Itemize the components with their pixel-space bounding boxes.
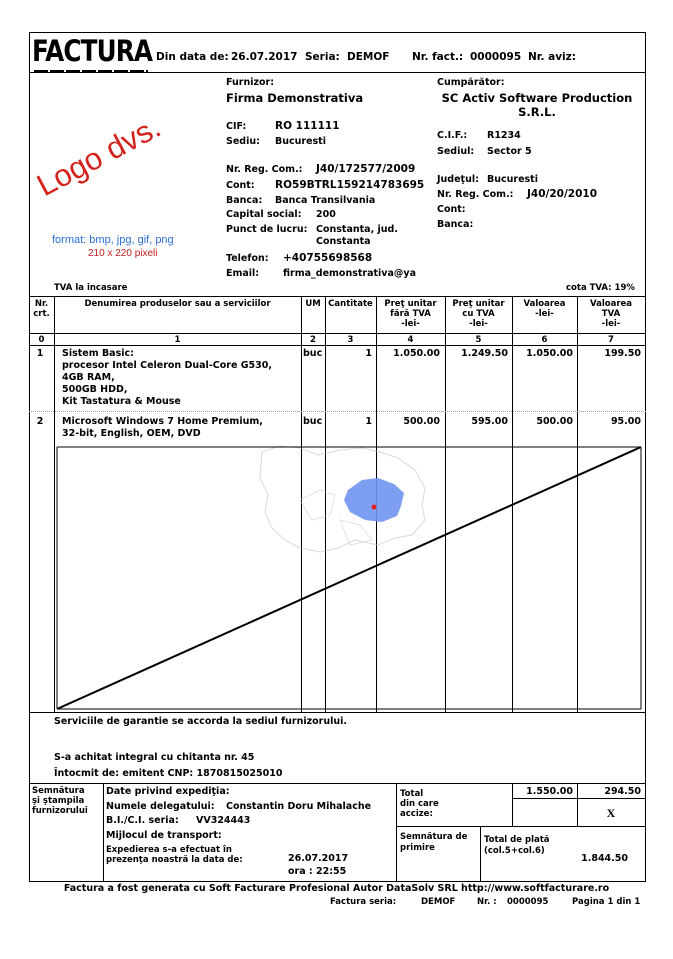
- id-value: VV324443: [196, 815, 251, 826]
- item-1-nr: 1: [36, 348, 44, 359]
- supplier-phone: +40755698568: [283, 252, 373, 264]
- notice-label: Nr. aviz:: [528, 51, 576, 63]
- receipt-signature-label: Semnătura de primire: [400, 832, 468, 853]
- supplier-workpoint-label: Punct de lucru:: [226, 224, 308, 235]
- logo-text: Logo dvs.: [31, 109, 167, 204]
- supplier-email: firma_demonstrativa@ya: [283, 268, 417, 279]
- item-1-price-vat: 1.249.50: [461, 348, 508, 359]
- footer-col-1: [103, 783, 104, 881]
- col-num-6: 6: [541, 335, 548, 345]
- buyer-heading: Cumpărător:: [437, 77, 505, 88]
- buyer-reg-label: Nr. Reg. Com.:: [437, 189, 514, 200]
- supplier-seat-label: Sediu:: [226, 136, 260, 147]
- buyer-name-line2: S.R.L.: [518, 105, 556, 119]
- series-label: Seria:: [305, 51, 340, 63]
- expedition-time: ora : 22:55: [288, 866, 347, 877]
- buyer-seat-label: Sediul:: [437, 146, 475, 157]
- supplier-email-label: Email:: [226, 268, 260, 279]
- delegate-label: Numele delegatului:: [106, 801, 215, 812]
- map-highlight-romania: [344, 478, 404, 522]
- col-header-price-no-vat: Preţ unitar fără TVA -lei-: [384, 299, 437, 329]
- buyer-cif-label: C.I.F.:: [437, 130, 468, 141]
- logo-size: 210 x 220 pixeli: [88, 248, 158, 259]
- col-header-vat-value: Valoarea TVA -lei-: [589, 299, 633, 329]
- empty-area-strike: [57, 447, 641, 709]
- col-num-2: 2: [310, 335, 316, 345]
- item-1-qty: 1: [365, 348, 372, 359]
- vat-on-collection: TVA la incasare: [54, 283, 128, 293]
- item-2-nr: 2: [36, 416, 44, 427]
- buyer-county: Bucuresti: [487, 174, 538, 185]
- item-1-vat-value: 199.50: [604, 348, 641, 359]
- supplier-cif-label: CIF:: [226, 121, 247, 132]
- buyer-bank-label: Banca:: [437, 219, 474, 230]
- item-2-price-vat: 595.00: [471, 416, 508, 427]
- col-header-value: Valoarea -lei-: [523, 299, 566, 319]
- vat-rate: cota TVA: 19%: [566, 283, 635, 293]
- supplier-reg-label: Nr. Reg. Com.:: [226, 164, 303, 175]
- col-header-um: UM: [305, 299, 321, 309]
- buyer-cif: R1234: [487, 130, 521, 141]
- transport-label: Mijlocul de transport:: [106, 830, 222, 841]
- item-1-um: buc: [303, 348, 323, 359]
- expedition-text: Expedierea s-a efectuat în prezenţa noastră la data de:: [106, 845, 243, 865]
- logo-format: format: bmp, jpg, gif, png: [52, 234, 174, 246]
- col-num-7: 7: [608, 335, 614, 345]
- date-label: Din data de:: [156, 51, 229, 63]
- item-2-qty: 1: [365, 416, 372, 427]
- col-num-1: 1: [174, 335, 181, 345]
- date-value: 26.07.2017: [231, 51, 298, 63]
- excise-mark: X: [606, 806, 616, 820]
- item-2-price-no-vat: 500.00: [403, 416, 440, 427]
- bottom-series: DEMOF: [421, 897, 456, 907]
- buyer-seat: Sector 5: [487, 146, 532, 157]
- footer-mid-rule: [396, 826, 646, 827]
- supplier-account: RO59BTRL159214783695: [275, 179, 425, 191]
- col-header-price-vat: Preţ unitar cu TVA -lei-: [452, 299, 505, 329]
- expedition-title: Date privind expediţia:: [106, 786, 230, 797]
- supplier-workpoint-line2: Constanta: [316, 236, 371, 247]
- supplier-bank: Banca Transilvania: [275, 195, 376, 206]
- map-marker: [372, 505, 377, 510]
- item-1-value: 1.050.00: [526, 348, 573, 359]
- col-num-5: 5: [475, 335, 482, 345]
- footer-top-rule: [29, 783, 646, 784]
- buyer-county-label: Judeţul:: [437, 174, 479, 185]
- page-indicator: Pagina 1 din 1: [572, 897, 641, 907]
- col-header-qty: Cantitate: [328, 299, 373, 309]
- generated-by: Factura a fost generata cu Soft Facturare Profesional Autor DataSolv SRL http://www.softfacturare.ro: [63, 883, 610, 894]
- supplier-workpoint-line1: Constanta, jud.: [316, 224, 398, 235]
- item-1-price-no-vat: 1.050.00: [393, 348, 440, 359]
- series-value: DEMOF: [347, 51, 390, 63]
- supplier-account-label: Cont:: [226, 180, 255, 191]
- col-num-0: 0: [38, 335, 45, 345]
- invoice-no-label: Nr. fact.:: [412, 51, 464, 63]
- total-vat: 294.50: [604, 786, 641, 797]
- supplier-phone-label: Telefon:: [226, 253, 269, 264]
- col-header-nr: Nr. crt.: [33, 299, 50, 319]
- item-2-description: Microsoft Windows 7 Home Premium, 32-bit, English, OEM, DVD: [62, 416, 263, 439]
- supplier-cif: RO 111111: [275, 120, 340, 132]
- invoice-no-value: 0000095: [470, 51, 522, 63]
- table-bottom-rule: [29, 712, 646, 713]
- footer-col-3: [480, 826, 481, 881]
- item-2-vat-value: 95.00: [610, 416, 641, 427]
- col-header-name: Denumirea produselor sau a serviciilor: [84, 299, 271, 309]
- supplier-reg: J40/172577/2009: [316, 163, 416, 175]
- total-value: 1.550.00: [526, 786, 573, 797]
- supplier-heading: Furnizor:: [226, 77, 275, 88]
- bottom-no-label: Nr. :: [477, 897, 497, 907]
- supplier-capital-label: Capital social:: [226, 209, 302, 220]
- pay-label: Total de plată (col.5+col.6): [484, 835, 550, 856]
- warranty-note: Serviciile de garantie se accorda la sediul furnizorului.: [54, 716, 347, 727]
- bottom-series-label: Factura seria:: [330, 897, 397, 907]
- col-num-4: 4: [407, 335, 414, 345]
- item-2-value: 500.00: [536, 416, 573, 427]
- total-label: Total din care accize:: [400, 789, 439, 819]
- expedition-date: 26.07.2017: [288, 853, 349, 864]
- footer-col-2: [396, 783, 397, 881]
- item-1-description: Sistem Basic: procesor Intel Celeron Dual-Core G530, 4GB RAM, 500GB HDD, Kit Tastatura & Mouse: [62, 348, 272, 407]
- footer-total-rule: [512, 798, 646, 799]
- delegate-name: Constantin Doru Mihalache: [226, 801, 372, 812]
- invoice-title: FACTURA: [32, 34, 153, 68]
- supplier-bank-label: Banca:: [226, 195, 263, 206]
- buyer-reg: J40/20/2010: [527, 188, 598, 200]
- pay-value: 1.844.50: [581, 853, 628, 864]
- supplier-signature-label: Semnătura şi ştampila furnizorului: [32, 786, 88, 816]
- col-num-3: 3: [347, 335, 354, 345]
- supplier-name: Firma Demonstrativa: [226, 91, 364, 105]
- supplier-capital: 200: [316, 209, 336, 220]
- paid-note: S-a achitat integral cu chitanta nr. 45: [54, 752, 255, 763]
- buyer-account-label: Cont:: [437, 204, 466, 215]
- id-label: B.I./C.I. seria:: [106, 815, 179, 826]
- bottom-no: 0000095: [507, 897, 549, 907]
- item-2-um: buc: [303, 416, 323, 427]
- issued-note: Întocmit de: emitent CNP: 1870815025010: [54, 768, 283, 779]
- supplier-seat: Bucuresti: [275, 136, 326, 147]
- buyer-name-line1: SC Activ Software Production: [441, 91, 633, 105]
